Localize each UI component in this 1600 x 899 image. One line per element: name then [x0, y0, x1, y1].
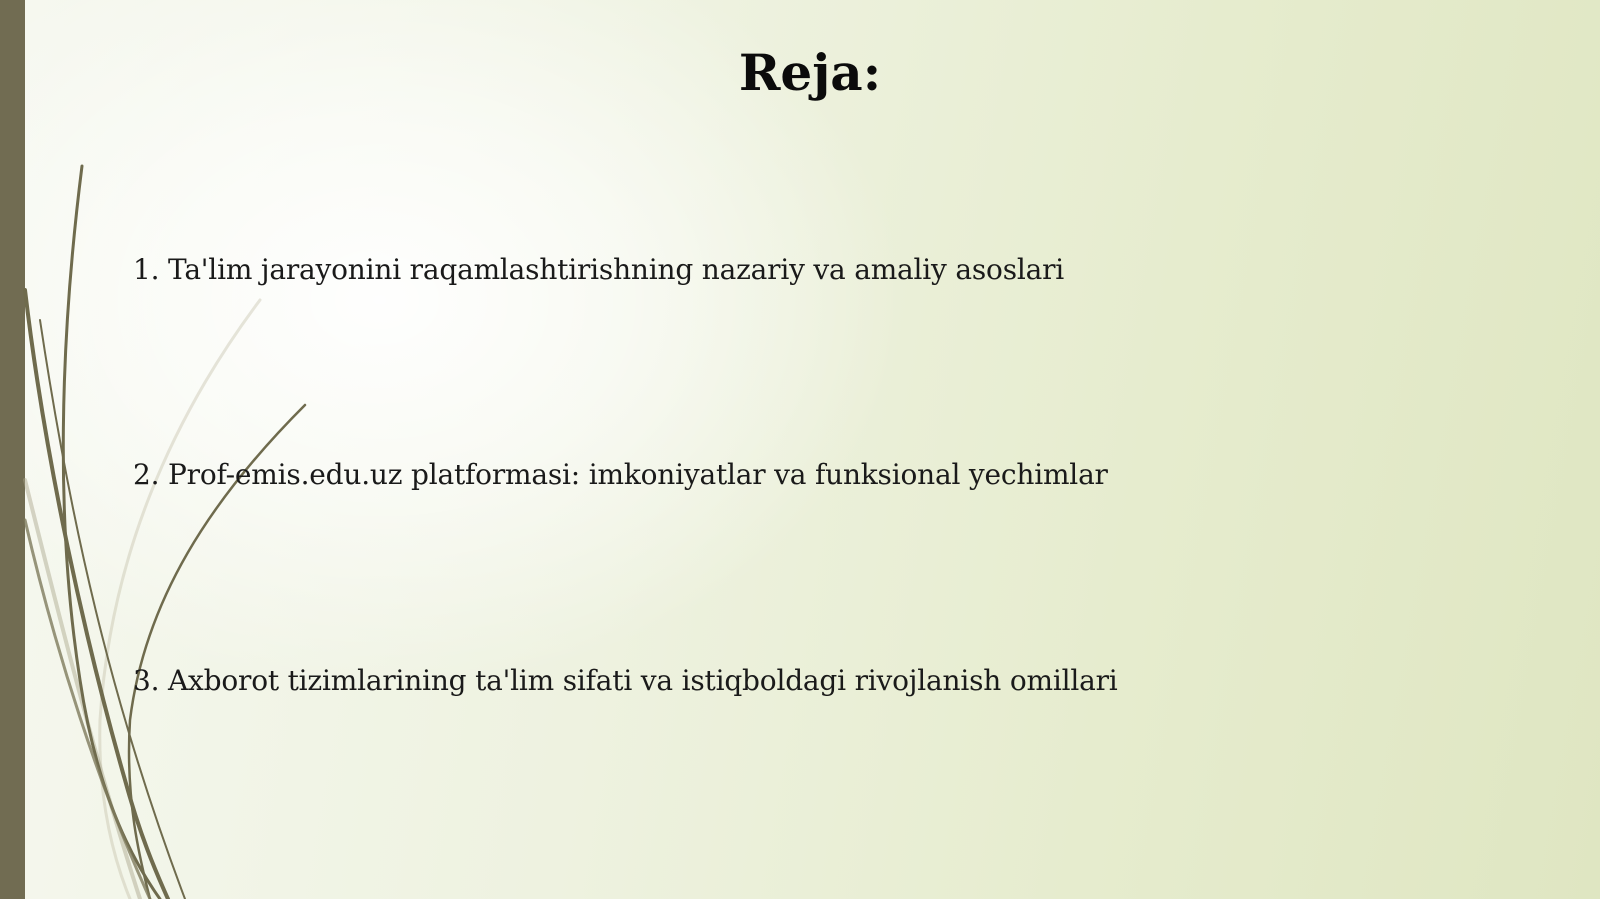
slide-title: Reja:: [738, 43, 882, 102]
plan-item-1: 1. Ta'lim jarayonini raqamlashtirishning nazariy va amaliy asoslari: [133, 253, 1065, 286]
plan-item-2: 2. Prof-emis.edu.uz platformasi: imkoniyatlar va funksional yechimlar: [133, 458, 1108, 491]
grass-blades-decoration: [0, 0, 420, 899]
plan-item-3: 3. Axborot tizimlarining ta'lim sifati va istiqboldagi rivojlanish omillari: [133, 664, 1118, 697]
